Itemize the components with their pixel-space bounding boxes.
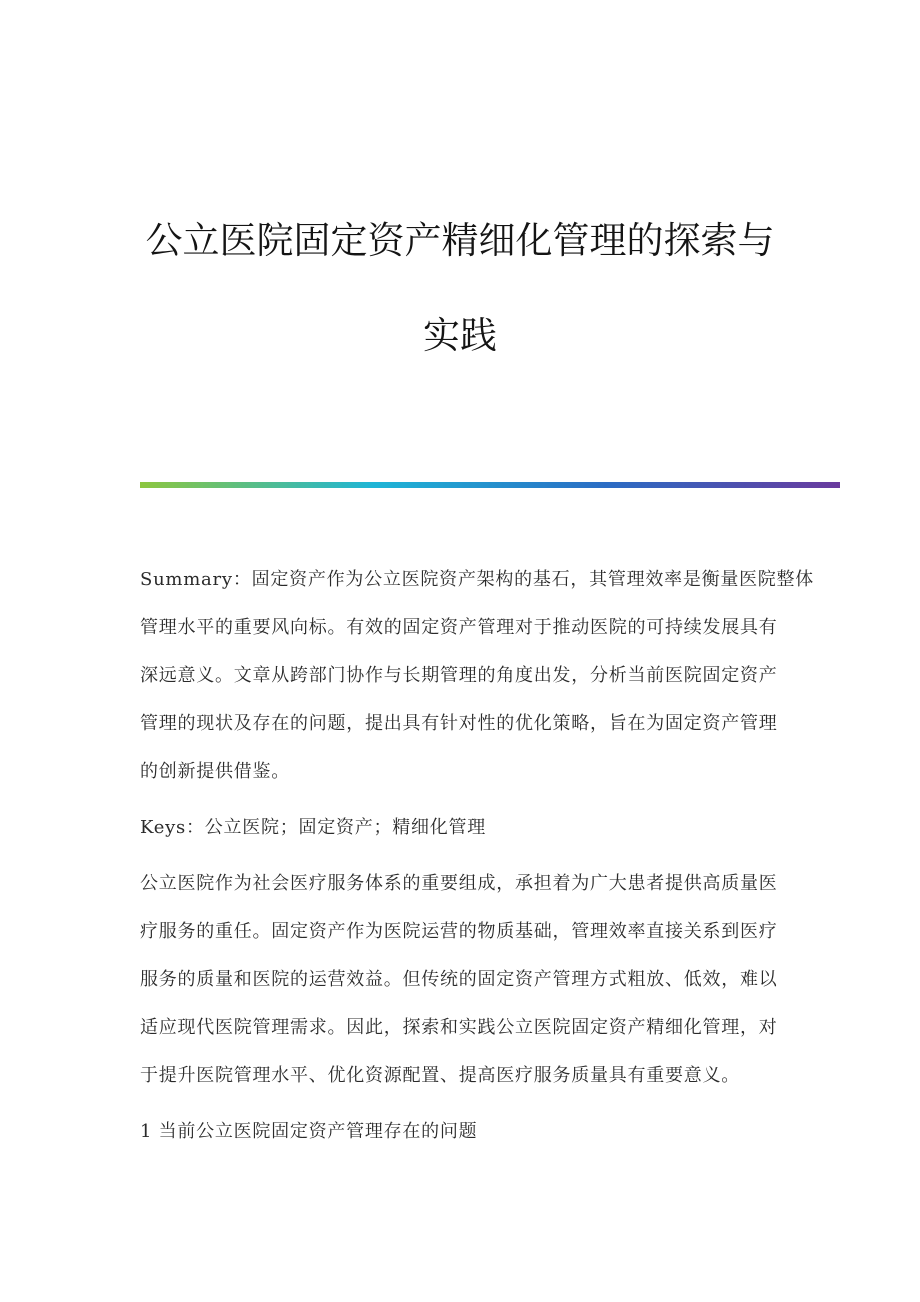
document-body xyxy=(140,556,840,1156)
summary-line: 管理的现状及存在的问题，提出具有针对性的优化策略，旨在为固定资产管理 xyxy=(140,713,778,734)
summary-paragraph xyxy=(140,556,840,796)
intro-line: 于提升医院管理水平、优化资源配置、提高医疗服务质量具有重要意义。 xyxy=(140,1065,740,1086)
intro-line: 疗服务的重任。固定资产作为医院运营的物质基础，管理效率直接关系到医疗 xyxy=(140,921,778,942)
keywords-line: Keys：公立医院；固定资产；精细化管理 xyxy=(140,817,487,838)
section-heading-block xyxy=(140,1108,840,1156)
title-line: 公立医院固定资产精细化管理的探索与 xyxy=(145,219,775,262)
intro-line: 服务的质量和医院的运营效益。但传统的固定资产管理方式粗放、低效，难以 xyxy=(140,969,778,990)
summary-line: 深远意义。文章从跨部门协作与长期管理的角度出发，分析当前医院固定资产 xyxy=(140,665,778,686)
title-line: 实践 xyxy=(423,314,497,357)
summary-line: 的创新提供借鉴。 xyxy=(140,761,290,782)
summary-line: 管理水平的重要风向标。有效的固定资产管理对于推动医院的可持续发展具有 xyxy=(140,617,778,638)
intro-paragraph xyxy=(140,860,840,1100)
intro-line: 适应现代医院管理需求。因此，探索和实践公立医院固定资产精细化管理，对 xyxy=(140,1017,778,1038)
intro-line: 公立医院作为社会医疗服务体系的重要组成，承担着为广大患者提供高质量医 xyxy=(140,873,778,894)
title-divider xyxy=(140,482,840,488)
keywords-paragraph xyxy=(140,804,840,852)
document-title xyxy=(0,193,920,383)
section-heading: 1 当前公立医院固定资产管理存在的问题 xyxy=(140,1121,478,1142)
summary-line: Summary：固定资产作为公立医院资产架构的基石，其管理效率是衡量医院整体 xyxy=(140,569,815,590)
